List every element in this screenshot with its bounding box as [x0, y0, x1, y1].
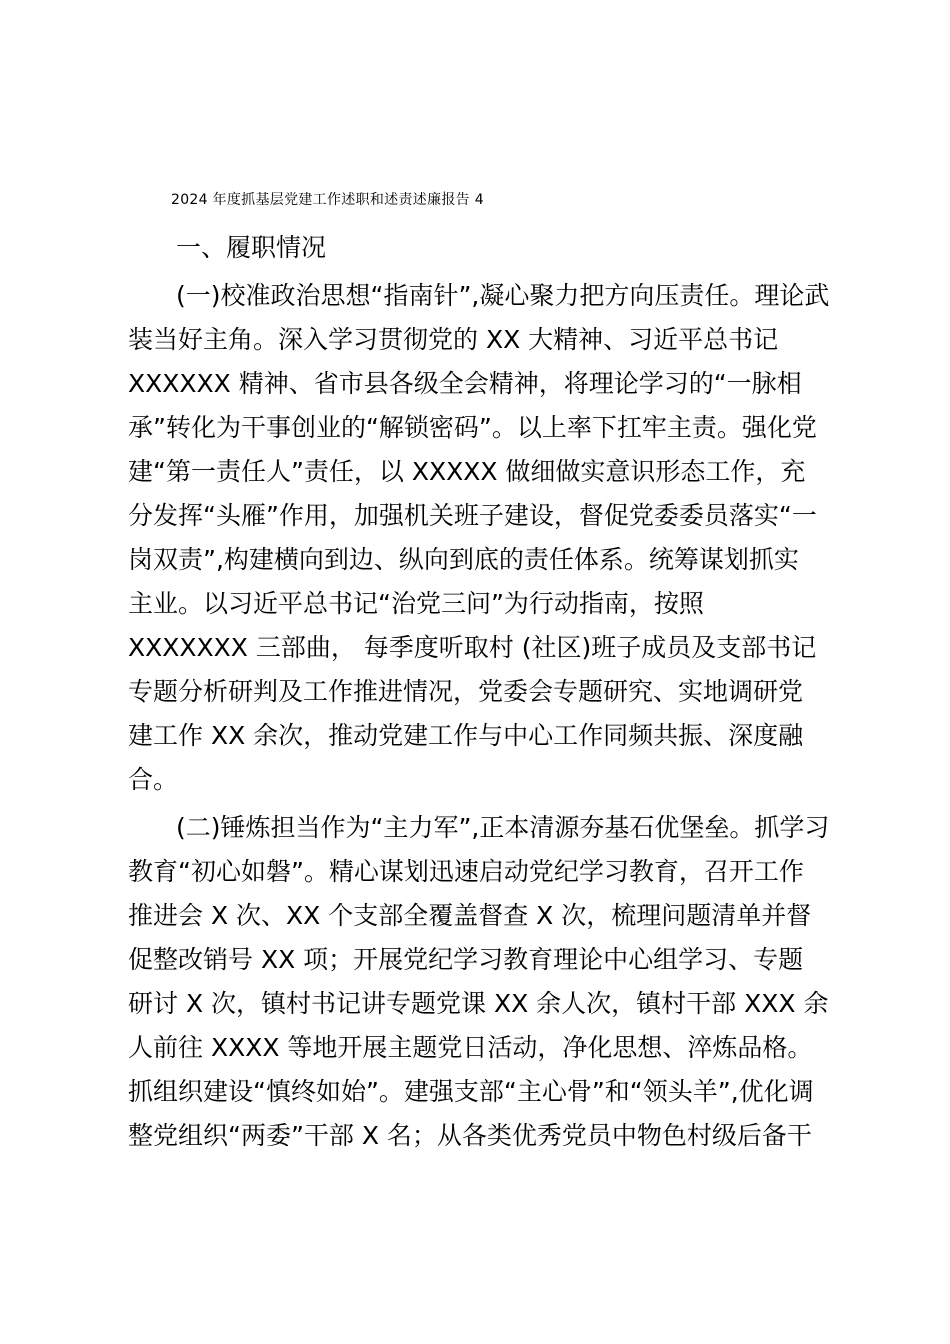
paragraph-2-line-1: (二)锤炼担当作为“主力军”,正本清源夯基石优堡垒。抓学习 [176, 813, 830, 842]
paragraph-1-line-12: 合。 [128, 765, 179, 794]
paragraph-1-line-7: 岗双责”,构建横向到边、纵向到底的责任体系。统筹谋划抓实 [128, 545, 799, 574]
paragraph-2-line-4: 促整改销号 XX 项；开展党纪学习教育理论中心组学习、专题 [128, 945, 804, 974]
paragraph-2-line-7: 抓组织建设“慎终如始”。建强支部“主心骨”和“领头羊”,优化调 [128, 1077, 814, 1106]
paragraph-2-line-5: 研讨 X 次，镇村书记讲专题党课 XX 余人次，镇村干部 XXX 余 [128, 989, 829, 1018]
paragraph-1-line-6: 分发挥“头雁”作用，加强机关班子建设，督促党委委员落实“一 [128, 501, 817, 530]
paragraph-1-line-10: 专题分析研判及工作推进情况，党委会专题研究、实地调研党 [128, 677, 804, 706]
paragraph-2-line-2: 教育“初心如磐”。精心谋划迅速启动党纪学习教育，召开工作 [128, 857, 804, 886]
paragraph-1-line-9: XXXXXXX 三部曲， 每季度听取村 (社区)班子成员及支部书记 [128, 633, 817, 662]
paragraph-1-line-5: 建“第一责任人”责任，以 XXXXX 做细做实意识形态工作，充 [128, 457, 806, 486]
document-title: 2024 年度抓基层党建工作述职和述责述廉报告 4 [171, 192, 484, 208]
paragraph-1-line-1: (一)校准政治思想“指南针”,凝心聚力把方向压责任。理论武 [176, 281, 830, 310]
paragraph-2-line-3: 推进会 X 次、XX 个支部全覆盖督查 X 次，梳理问题清单并督 [128, 901, 812, 930]
paragraph-1-line-8: 主业。以习近平总书记“治党三问”为行动指南，按照 [128, 589, 704, 618]
paragraph-2-line-8: 整党组织“两委”干部 X 名；从各类优秀党员中物色村级后备干 [128, 1121, 812, 1150]
paragraph-2-line-6: 人前往 XXXX 等地开展主题党日活动，净化思想、淬炼品格。 [128, 1033, 813, 1062]
paragraph-1-line-2: 装当好主角。深入学习贯彻党的 XX 大精神、习近平总书记 [128, 325, 779, 354]
paragraph-1-line-11: 建工作 XX 余次，推动党建工作与中心工作同频共振、深度融 [128, 721, 804, 750]
section-heading: 一、履职情况 [176, 233, 327, 262]
paragraph-1-line-4: 承”转化为干事创业的“解锁密码”。以上率下扛牢主责。强化党 [128, 413, 817, 442]
paragraph-1-line-3: XXXXXX 精神、省市县各级全会精神，将理论学习的“一脉相 [128, 369, 802, 398]
